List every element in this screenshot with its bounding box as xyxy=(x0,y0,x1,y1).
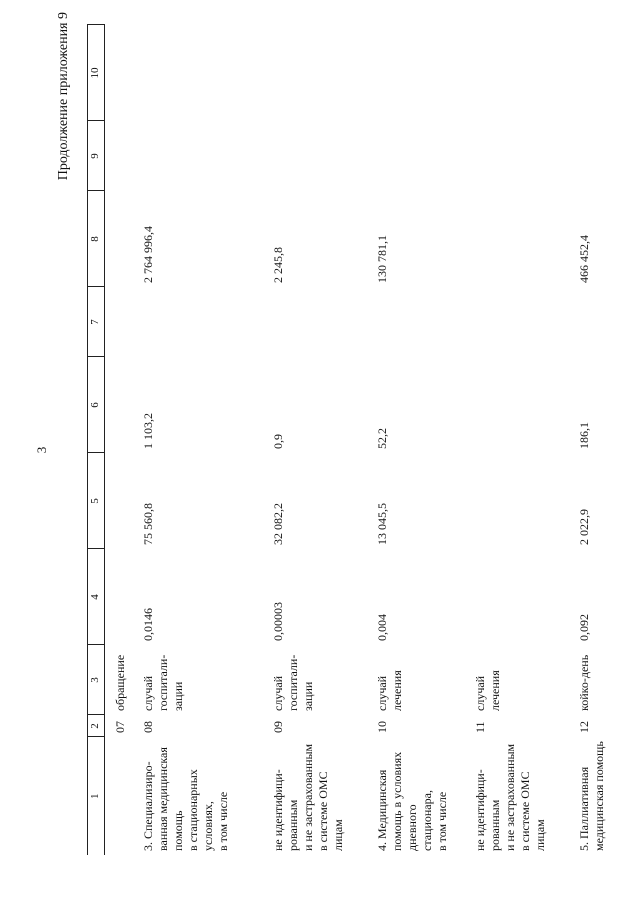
table-cell-c5: 2 022,9 xyxy=(576,509,591,545)
table-cell-c6 xyxy=(105,357,133,453)
table-cell-c10 xyxy=(105,25,133,121)
table-cell-c6 xyxy=(465,357,569,453)
table-cell-c5 xyxy=(105,453,133,549)
column-number: 8 xyxy=(88,191,105,287)
column-number: 10 xyxy=(88,25,105,121)
table-cell-c7 xyxy=(263,287,367,357)
table-cell-c7 xyxy=(105,287,133,357)
table-cell-c6: 52,2 xyxy=(374,428,389,449)
table-row xyxy=(465,25,569,855)
table-cell-c10 xyxy=(263,25,367,121)
page-number: 3 xyxy=(34,446,49,454)
table-cell-c8 xyxy=(105,191,133,287)
table-cell-c1: не идентифици- рованным и не застрахованным в системе ОМС лицам xyxy=(472,743,547,851)
continuation-title: Продолжение приложения 9 xyxy=(56,12,71,181)
table-cell-c4: 0,00003 xyxy=(270,602,285,641)
table-cell-c7 xyxy=(569,287,640,357)
column-number: 6 xyxy=(88,357,105,453)
table-body xyxy=(88,25,640,855)
table-row xyxy=(367,25,465,855)
table-cell-c3: койко-день xyxy=(576,654,591,711)
table-cell-c5 xyxy=(465,453,569,549)
table-cell-c1: 4. Медицинская помощь в условиях дневного стационара, в том числе xyxy=(374,751,449,851)
table-cell-c6: 0,9 xyxy=(270,434,285,449)
column-number: 3 xyxy=(88,645,105,715)
table-cell-c5: 13 045,5 xyxy=(374,503,389,545)
table-row xyxy=(569,25,640,855)
table-cell-c2: 12 xyxy=(576,721,591,733)
table-cell-c8: 2 245,8 xyxy=(270,247,285,283)
column-number: 7 xyxy=(88,287,105,357)
table-cell-c8 xyxy=(465,191,569,287)
table-cell-c9 xyxy=(465,121,569,191)
table-cell-c9 xyxy=(569,121,640,191)
table-cell-c4: 0,0146 xyxy=(140,608,155,641)
table-cell-c8: 2 764 996,4 xyxy=(140,226,155,283)
column-number: 9 xyxy=(88,121,105,191)
table-cell-c10 xyxy=(133,25,263,121)
table-cell-c2: 09 xyxy=(270,721,285,733)
table-cell-c7 xyxy=(133,287,263,357)
table-cell-c4: 0,004 xyxy=(374,614,389,641)
column-number-row xyxy=(88,25,105,855)
table-cell-c7 xyxy=(465,287,569,357)
table-cell-c8: 466 452,4 xyxy=(576,235,591,283)
table-cell-c9 xyxy=(133,121,263,191)
column-number: 5 xyxy=(88,453,105,549)
table-cell-c3: случай госпитали- зации xyxy=(140,654,185,711)
table-cell-c10 xyxy=(367,25,465,121)
table-cell-c3: обращение xyxy=(113,654,127,711)
table-cell-c10 xyxy=(569,25,640,121)
table-cell-c4 xyxy=(465,549,569,645)
table-row xyxy=(105,25,133,855)
table-cell-c4 xyxy=(105,549,133,645)
table-cell-c1: 3. Специализиро- ванная медицинская помощь в стационарных условиях, в том числе xyxy=(140,747,230,851)
table-cell-c6: 1 103,2 xyxy=(140,413,155,449)
table-cell-c8: 130 781,1 xyxy=(374,235,389,283)
table-cell-c1: не идентифици- рованным и не застрахованным в системе ОМС лицам xyxy=(270,743,345,851)
table-cell-c9 xyxy=(105,121,133,191)
table-cell-c7 xyxy=(367,287,465,357)
table-cell-c3: случай лечения xyxy=(472,670,502,711)
table-cell-c2: 11 xyxy=(472,721,487,733)
table-cell-c5: 32 082,2 xyxy=(270,503,285,545)
column-number: 1 xyxy=(88,737,105,855)
table-cell-c2: 10 xyxy=(374,721,389,733)
data-table xyxy=(87,25,640,856)
table-cell-c9 xyxy=(367,121,465,191)
table-cell-c2: 07 xyxy=(113,721,127,733)
table-cell-c10 xyxy=(465,25,569,121)
column-number: 4 xyxy=(88,549,105,645)
table-row xyxy=(263,25,367,855)
table-cell-c5: 75 560,8 xyxy=(140,503,155,545)
table-cell-c1 xyxy=(105,737,133,855)
table-row xyxy=(133,25,263,855)
table-cell-c2: 08 xyxy=(140,721,155,733)
table-cell-c1: 5. Паллиативная медицинская помощь xyxy=(576,741,606,851)
table-cell-c9 xyxy=(263,121,367,191)
column-number: 2 xyxy=(88,715,105,737)
table-cell-c3: случай госпитали- зации xyxy=(270,654,315,711)
table-cell-c4: 0,092 xyxy=(576,614,591,641)
table-cell-c6: 186,1 xyxy=(576,422,591,449)
table-cell-c3: случай лечения xyxy=(374,670,404,711)
